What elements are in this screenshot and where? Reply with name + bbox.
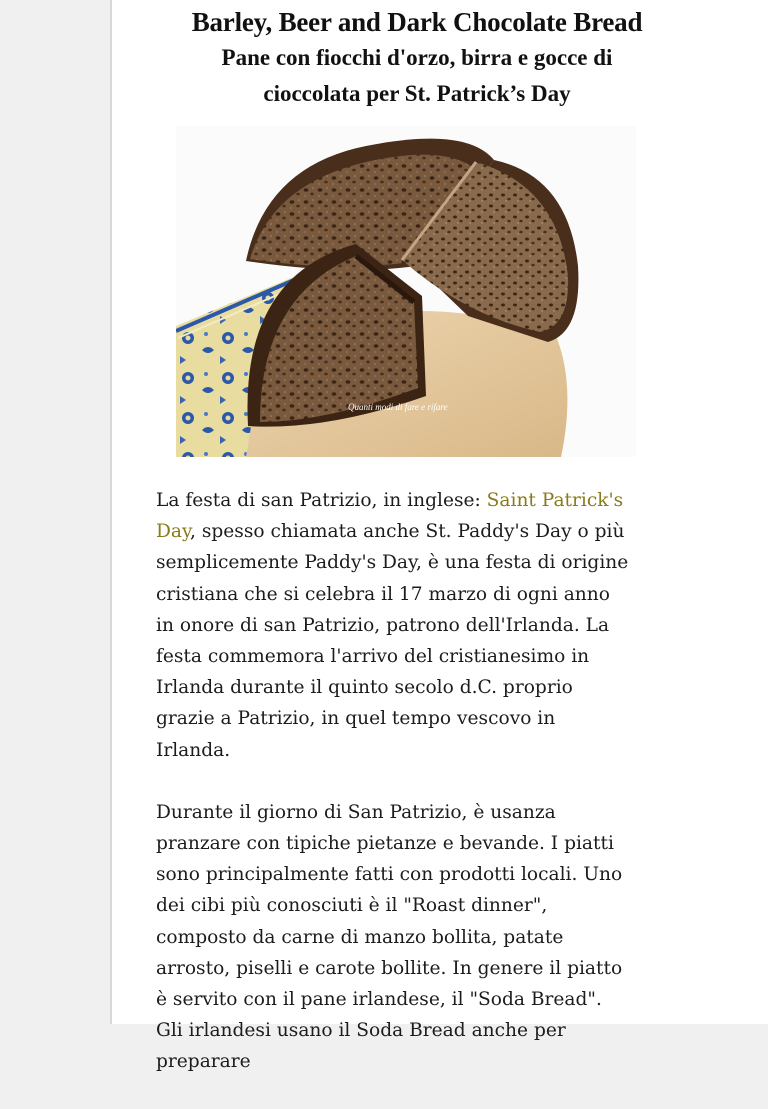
title-block (112, 4, 722, 112)
saint-patricks-day-link[interactable]: Saint Patrick's Day (156, 490, 624, 543)
paragraph-2: Durante il giorno di San Patrizio, è usanza pranzare con tipiche pietanze e bevande. I piatti sono principalmente fatti con prodotti locali. Uno dei cibi più conosciuti è il "Roast dinner", composto da carne di manzo bollita, patate arrosto, piselli e carote bollite. In genere il piatto è servito con il pane irlandese, il "Soda Bread". Gli irlandesi usano il Soda Bread anche per preparare (156, 801, 623, 1073)
post-subtitle: Pane con fiocchi d'orzo, birra e gocce di cioccolata per St. Patrick’s Day (221, 45, 613, 106)
bread-illustration (176, 126, 636, 457)
p1-intro: La festa di san Patrizio, in inglese: (156, 490, 487, 511)
photo-watermark: Quanti modi di fare e rifare (348, 402, 448, 412)
paragraph-1 (156, 485, 631, 766)
bread-photo (176, 126, 636, 457)
article-page (110, 0, 768, 1073)
p1-rest: , spesso chiamata anche St. Paddy's Day o più semplicemente Paddy's Day, è una festa di origine cristiana che si celebra il 17 marzo di ogni anno in onore di san Patrizio, patrono dell'Irlanda. La festa commemora l'arrivo del cristianesimo in Irlanda durante il quinto secolo d.C. proprio grazie a Patrizio, in quel tempo vescovo in Irlanda. (156, 521, 629, 761)
post-title: Barley, Beer and Dark Chocolate Bread (191, 7, 643, 37)
article-body (156, 485, 631, 1109)
